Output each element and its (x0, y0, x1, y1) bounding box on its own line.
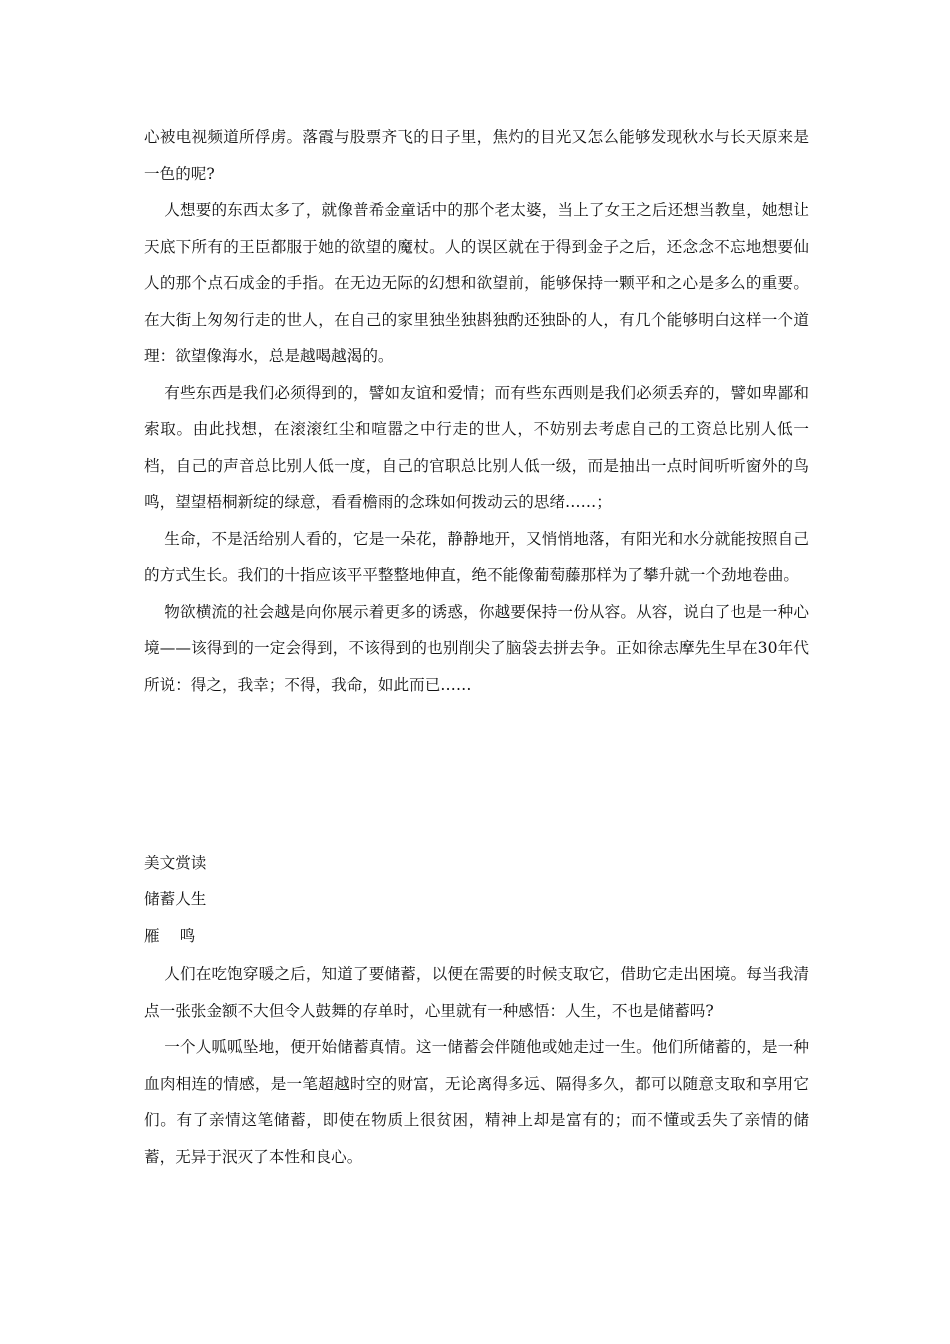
article-author: 雁鸣 (144, 927, 216, 945)
paragraph: 一个人呱呱坠地，便开始储蓄真情。这一储蓄会伴随他或她走过一生。他们所储蓄的，是一种血肉相连的情感，是一笔超越时空的财富，无论离得多远、隔得多久，都可以随意支取和享用它们。有了亲情这笔储蓄，即使在物质上很贫困，精神上却是富有的；而不懂或丢失了亲情的储蓄，无异于泯灭了本性和良心。 (144, 1038, 809, 1166)
section-label: 美文赏读 (144, 854, 207, 872)
paragraph: 物欲横流的社会越是向你展示着更多的诱惑，你越要保持一份从容。从容，说白了也是一种心境——该得到的一定会得到，不该得到的也别削尖了脑袋去拼去争。正如徐志摩先生早在30年代所说：得之，我幸；不得，我命，如此而已…… (144, 602, 809, 694)
paragraph: 生命，不是活给别人看的，它是一朵花，静静地开，又悄悄地落，有阳光和水分就能按照自己的方式生长。我们的十指应该平平整整地伸直，绝不能像葡萄藤那样为了攀升就一个劲地卷曲。 (144, 529, 809, 584)
article-title: 储蓄人生 (144, 890, 207, 908)
paragraph: 人们在吃饱穿暖之后，知道了要储蓄，以便在需要的时候支取它，借助它走出困境。每当我清点一张张金额不大但令人鼓舞的存单时，心里就有一种感悟：人生，不也是储蓄吗? (144, 965, 809, 1020)
article-body (144, 956, 809, 1175)
paragraph: 心被电视频道所俘虏。落霞与股票齐飞的日子里，焦灼的目光又怎么能够发现秋水与长天原来是一色的呢? (144, 128, 809, 183)
article-continuation (144, 119, 809, 703)
paragraph: 人想要的东西太多了，就像普希金童话中的那个老太婆，当上了女王之后还想当教皇，她想让天底下所有的王臣都服于她的欲望的魔杖。人的误区就在于得到金子之后，还念念不忘地想要仙人的那个点石成金的手指。在无边无际的幻想和欲望前，能够保持一颗平和之心是多么的重要。在大街上匆匆行走的世人，在自己的家里独坐独斟独酌还独卧的人，有几个能够明白这样一个道理：欲望像海水，总是越喝越渴的。 (144, 201, 809, 365)
paragraph: 有些东西是我们必须得到的，譬如友谊和爱情；而有些东西则是我们必须丢弃的，譬如卑鄙和索取。由此找想，在滚滚红尘和喧嚣之中行走的世人，不妨别去考虑自己的工资总比别人低一档，自己的声音总比别人低一度，自己的官职总比别人低一级，而是抽出一点时间听听窗外的鸟鸣，望望梧桐新绽的绿意，看看檐雨的念珠如何拨动云的思绪……； (144, 383, 809, 511)
